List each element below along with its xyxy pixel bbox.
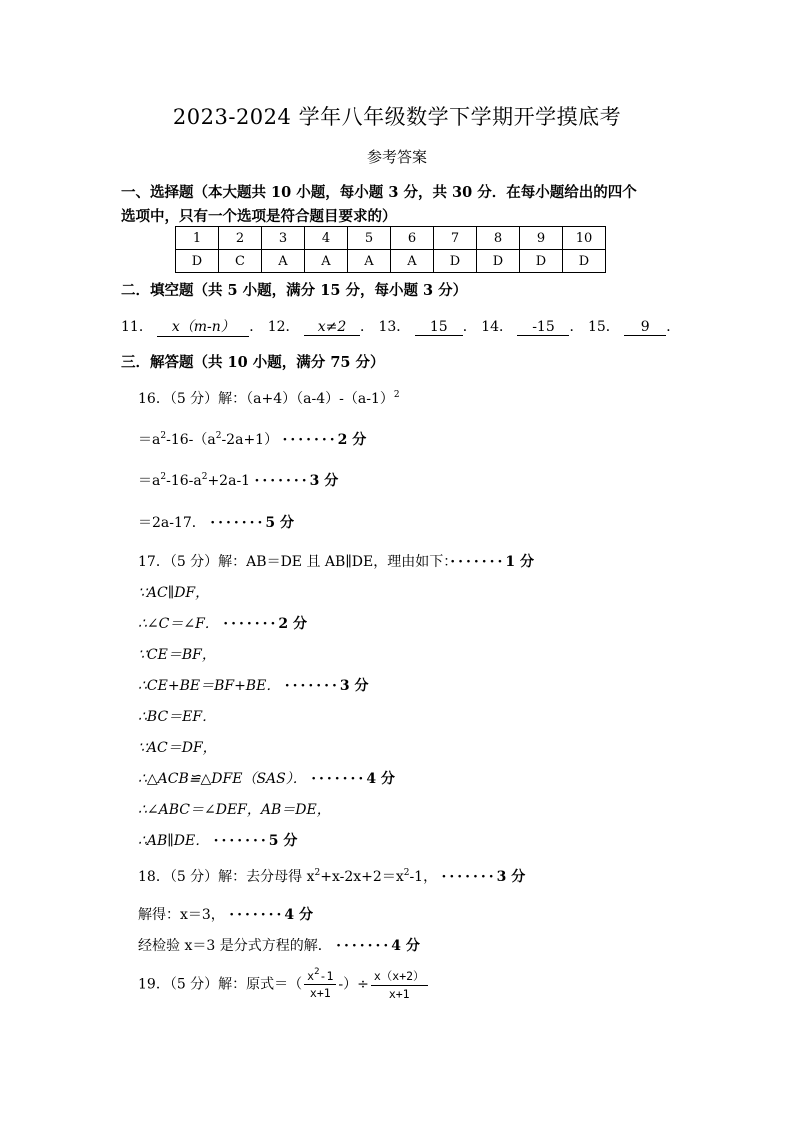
fill-item-separator: ． — [569, 319, 584, 335]
math-text: -1 — [319, 969, 334, 983]
q17-line6: ∴BC＝EF． — [138, 709, 217, 725]
fill-item-number: 12． — [267, 319, 300, 335]
fill-answer-blank: 9 — [624, 319, 666, 336]
fraction-denominator: x+1 — [388, 987, 410, 1001]
math-text: 19．（5 分）解：原式＝（ — [138, 976, 303, 993]
fill-answer-blank: 15 — [415, 319, 463, 336]
score-label: 4 分 — [284, 907, 314, 923]
fill-item-separator: ． — [666, 319, 681, 335]
fill-answer-blank: x≠2 — [304, 319, 360, 336]
question-number-cell: 6 — [391, 227, 434, 250]
math-text: -16-（a — [166, 432, 216, 448]
score-label: 5 分 — [265, 515, 295, 531]
question-number-cell: 10 — [563, 227, 606, 250]
answer-cell: A — [391, 250, 434, 273]
fill-answer-blank: -15 — [517, 319, 569, 336]
q16-intro-text: 16．（5 分）解：（a+4）（a-4）-（a-1） — [138, 391, 394, 407]
score-label: 2 分 — [337, 432, 367, 448]
fill-item-separator: ． — [249, 319, 264, 335]
section1-heading-line1: 一、选择题（本大题共 10 小题，每小题 3 分，共 30 分．在每小题给出的四个 — [121, 184, 637, 201]
score-dots: ······· — [441, 869, 497, 885]
math-text: -1， — [409, 869, 438, 885]
fill-item-separator: ． — [360, 319, 375, 335]
math-text: -）÷ — [338, 976, 369, 993]
math-text: 18．（5 分）解：去分母得 x — [138, 869, 315, 885]
answer-cell: C — [219, 250, 262, 273]
fraction-numerator: x（x+2） — [371, 968, 428, 986]
math-text: +2a-1 — [207, 473, 251, 489]
math-text: 17．（5 分）解：AB＝DE 且 AB∥DE，理由如下： — [138, 554, 451, 570]
q18-line1 — [138, 866, 525, 886]
exponent: 2 — [314, 967, 320, 977]
score-label: 4 分 — [366, 771, 395, 787]
exponent: 2 — [215, 431, 222, 441]
question-number-cell: 8 — [477, 227, 520, 250]
q18-line3 — [138, 935, 420, 955]
answer-cell: A — [305, 250, 348, 273]
answer-cell: A — [348, 250, 391, 273]
fill-answer-blank: x（m-n） — [157, 316, 249, 337]
q16-intro — [138, 388, 400, 408]
document-title: 2023-2024 学年八年级数学下学期开学摸底考 — [172, 105, 622, 129]
q17-line2: ∵AC∥DF， — [138, 585, 210, 601]
answer-cell: D — [563, 250, 606, 273]
question-number-cell: 3 — [262, 227, 305, 250]
answer-cell: D — [520, 250, 563, 273]
score-dots: ······· — [450, 554, 506, 570]
score-dots: ······· — [223, 616, 279, 632]
q17-line4: ∵CE＝BF， — [138, 647, 216, 663]
q19-line1 — [138, 968, 430, 1001]
math-text: 经检验 x＝3 是分式方程的解． — [138, 938, 332, 954]
section1-heading-line2: 选项中，只有一个选项是符合题目要求的） — [121, 208, 397, 225]
fill-item-number: 11． — [121, 319, 153, 335]
exponent: 2 — [314, 868, 321, 878]
math-text: ＝a — [138, 432, 161, 448]
q17-line1 — [138, 551, 534, 571]
fraction-denominator: x+1 — [309, 986, 331, 1000]
math-text: -2a+1） — [221, 432, 279, 448]
score-dots: ······· — [311, 771, 367, 787]
score-dots: ······· — [210, 515, 266, 531]
answer-cell: D — [434, 250, 477, 273]
math-text: +x-2x+2＝x — [320, 869, 404, 885]
q17-line7: ∵AC＝DF， — [138, 740, 217, 756]
fill-in-answers-line — [121, 316, 680, 337]
exponent: 2 — [393, 390, 400, 400]
section3-heading: 三．解答题（共 10 小题，满分 75 分） — [121, 354, 385, 371]
q17-line5 — [138, 675, 369, 695]
q17-line10 — [138, 830, 297, 850]
q16-step1 — [138, 429, 366, 449]
score-label: 3 分 — [339, 678, 369, 694]
section2-heading: 二．填空题（共 5 小题，满分 15 分，每小题 3 分） — [121, 282, 468, 299]
answer-cell: A — [262, 250, 305, 273]
score-label: 2 分 — [278, 616, 307, 632]
math-text: ＝a — [138, 473, 161, 489]
fraction-numerator — [304, 969, 336, 985]
exponent: 2 — [160, 472, 167, 482]
score-dots: ······· — [229, 907, 285, 923]
question-number-cell: 1 — [176, 227, 219, 250]
question-number-cell: 9 — [520, 227, 563, 250]
score-dots: ······· — [284, 678, 340, 694]
score-dots: ······· — [282, 432, 338, 448]
score-label: 4 分 — [391, 938, 420, 954]
q17-line3 — [138, 613, 307, 633]
math-text: ∴△ACB≌△DFE（SAS）． — [138, 771, 307, 787]
math-text: 解得：x＝3， — [138, 907, 225, 923]
score-dots: ······· — [213, 833, 269, 849]
fill-item-separator: ． — [462, 319, 477, 335]
question-number-cell: 2 — [219, 227, 262, 250]
question-number-cell: 7 — [434, 227, 477, 250]
q18-line2 — [138, 904, 313, 924]
answer-cell: D — [176, 250, 219, 273]
q17-line9: ∴∠ABC＝∠DEF，AB＝DE， — [138, 802, 331, 818]
math-text: -16-a — [166, 473, 202, 489]
fraction — [304, 969, 336, 1000]
math-text: x — [307, 969, 315, 983]
score-label: 1 分 — [505, 554, 534, 570]
fill-item-number: 15． — [587, 319, 620, 335]
math-text: ∴∠C＝∠F． — [138, 616, 219, 632]
exponent: 2 — [160, 431, 167, 441]
answer-cell: D — [477, 250, 520, 273]
q16-step2 — [138, 470, 338, 490]
q17-line8 — [138, 768, 395, 788]
question-number-cell: 4 — [305, 227, 348, 250]
score-label: 3 分 — [496, 869, 526, 885]
math-text: ＝2a-17． — [138, 515, 206, 531]
fill-item-number: 14． — [481, 319, 514, 335]
answer-table — [175, 226, 606, 273]
answer-table-number-row — [176, 227, 606, 250]
math-text: ∴AB∥DE． — [138, 833, 210, 849]
exponent: 2 — [403, 868, 410, 878]
exponent: 2 — [201, 472, 208, 482]
answer-table-answer-row — [176, 250, 606, 273]
score-label: 5 分 — [268, 833, 298, 849]
fill-item-number: 13． — [378, 319, 411, 335]
document-subtitle: 参考答案 — [366, 148, 427, 166]
score-label: 3 分 — [309, 473, 339, 489]
question-number-cell: 5 — [348, 227, 391, 250]
fraction — [371, 968, 428, 1001]
math-text: ∴CE+BE＝BF+BE． — [138, 678, 281, 694]
q16-step3 — [138, 512, 294, 532]
score-dots: ······· — [336, 938, 392, 954]
score-dots: ······· — [254, 473, 310, 489]
